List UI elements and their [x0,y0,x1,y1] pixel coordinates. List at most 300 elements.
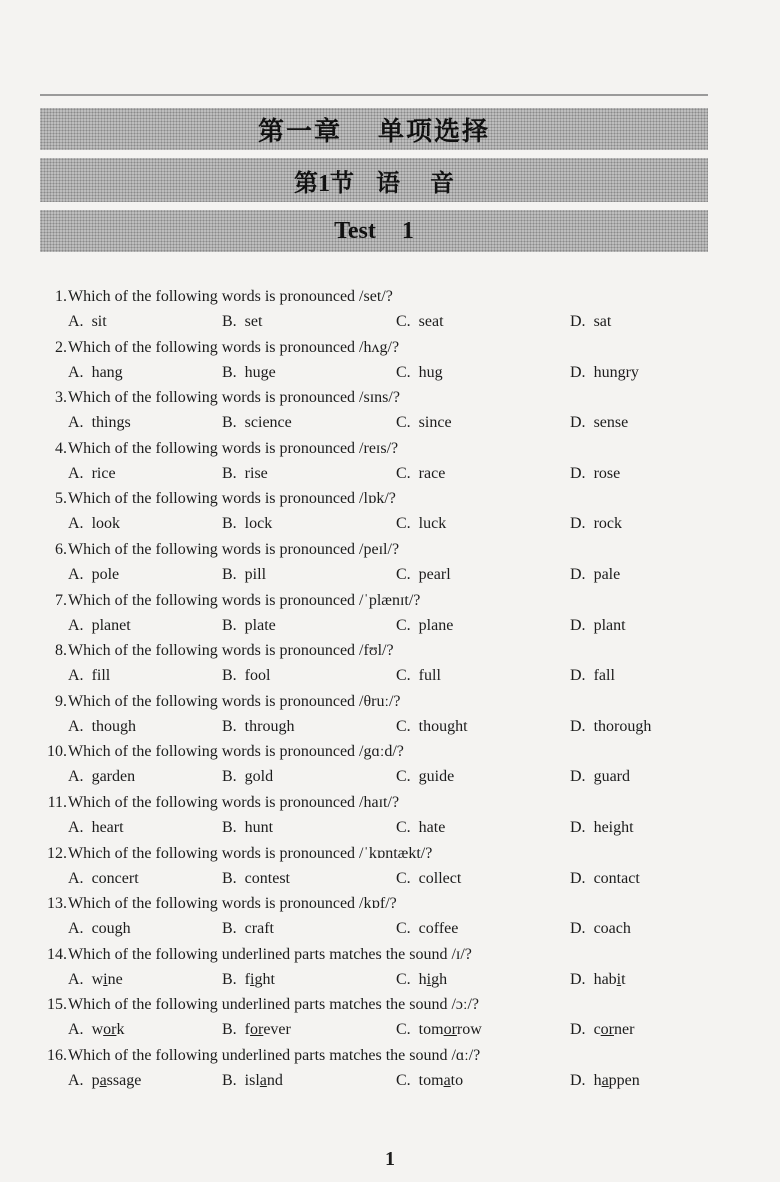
question-item [40,1043,720,1094]
option-b [222,916,274,941]
option-word-prefix: tom [418,1021,444,1039]
option-word: science [244,414,292,432]
question-text: Which of the following underlined parts matches the sound /ɑː/? [68,1046,481,1064]
option-word-suffix: ever [263,1021,291,1039]
option-letter: A. [68,920,84,938]
question-item [40,588,720,639]
option-letter: C. [396,717,411,735]
options-row [40,663,720,688]
question-text: Which of the following words is pronounced /θruː/? [68,692,401,710]
option-a [68,866,139,891]
option-word: seat [418,313,444,330]
option-word: pale [593,565,621,583]
option-d [570,967,626,992]
option-word: fool [244,667,271,685]
option-word-underlined: or [103,1021,117,1039]
question-stem [40,739,720,764]
option-word: heart [91,818,124,836]
option-word-suffix: ppen [608,1071,640,1089]
option-d [570,815,634,840]
question-stem [40,385,720,410]
question-number: 5. [55,490,67,508]
question-number: 8. [55,642,67,660]
question-stem [40,942,720,967]
question-stem [40,841,720,866]
option-word-suffix: k [116,1021,125,1039]
option-a [68,967,123,992]
option-word-underlined: a [259,1071,267,1089]
option-word: since [418,414,452,432]
option-word-prefix: f [244,970,250,988]
option-word: plate [244,616,276,634]
question-stem [40,790,720,815]
option-letter: D. [570,616,586,634]
question-stem [40,284,720,309]
option-letter: C. [396,515,411,533]
page-number: 1 [385,1148,395,1170]
option-letter: A. [68,1071,84,1089]
option-letter: A. [68,363,84,381]
option-letter: D. [570,313,586,330]
option-a [68,461,116,486]
option-letter: D. [570,1071,586,1089]
chapter-banner [40,108,708,150]
option-b [222,1068,283,1093]
option-d [570,764,630,789]
option-d [570,461,620,486]
option-word-suffix: t [621,970,626,988]
option-letter: C. [396,970,411,988]
option-word: rose [593,464,621,482]
question-number: 11. [47,793,67,811]
option-c [396,764,454,789]
option-c [396,511,446,536]
option-word-prefix: w [91,970,104,988]
option-word: rock [593,515,622,533]
option-word: thought [418,717,468,735]
option-a [68,916,131,941]
option-c [396,1017,482,1042]
option-word-prefix: hab [593,970,617,988]
question-number: 10. [47,743,67,761]
question-item [40,638,720,689]
option-word-prefix: tom [418,1071,444,1089]
option-letter: C. [396,565,411,583]
option-d [570,866,640,891]
question-stem [40,335,720,360]
option-b [222,309,262,334]
option-letter: D. [570,818,586,836]
options-row [40,714,720,739]
option-letter: A. [68,818,84,836]
option-word-prefix: f [244,1021,250,1039]
chapter-title: 单项选择 [378,116,491,146]
option-letter: A. [68,970,84,988]
section-banner [40,158,708,202]
question-number: 3. [55,389,67,407]
option-word-underlined: a [99,1071,107,1089]
option-b [222,815,273,840]
option-letter: B. [222,869,237,887]
option-b [222,967,275,992]
question-text: Which of the following underlined parts matches the sound /ɪ/? [68,945,472,963]
option-a [68,663,110,688]
option-word: hate [418,818,446,836]
options-row [40,562,720,587]
option-letter: B. [222,667,237,685]
option-b [222,410,292,435]
chapter-number: 第一章 [257,116,342,146]
option-d [570,916,631,941]
question-item [40,486,720,537]
option-word-prefix: isl [244,1071,260,1089]
question-item [40,790,720,841]
option-word: contest [244,869,290,887]
options-row [40,1017,720,1042]
question-item [40,436,720,487]
option-letter: C. [396,313,411,330]
question-text: Which of the following words is pronounced /peɪl/? [68,540,400,558]
option-a [68,1068,141,1093]
option-c [396,815,445,840]
question-stem [40,689,720,714]
question-stem [40,436,720,461]
option-letter: D. [570,1021,586,1039]
option-c [396,1068,463,1093]
option-letter: A. [68,1021,84,1039]
section-title-part2: 音 [430,170,454,197]
option-a [68,1017,124,1042]
option-c [396,613,453,638]
option-word: guide [418,768,455,786]
option-letter: D. [570,363,586,381]
option-word-underlined: or [600,1021,614,1039]
option-word: through [244,717,295,735]
option-c [396,967,447,992]
question-stem [40,891,720,916]
option-word-suffix: to [450,1071,464,1089]
question-item [40,335,720,386]
option-word-prefix: h [593,1071,602,1089]
option-letter: A. [68,313,84,330]
option-letter: D. [570,515,586,533]
option-d [570,1017,634,1042]
option-letter: B. [222,464,237,482]
option-d [570,309,611,334]
option-word-prefix: p [91,1071,100,1089]
option-word-underlined: or [250,1021,264,1039]
option-letter: B. [222,1071,237,1089]
option-word: collect [418,869,462,887]
option-letter: D. [570,920,586,938]
option-c [396,714,468,739]
option-letter: A. [68,565,84,583]
option-letter: D. [570,464,586,482]
options-row [40,1068,720,1093]
question-stem [40,992,720,1017]
option-word-suffix: gh [431,970,448,988]
option-c [396,916,458,941]
option-word-underlined: a [443,1071,451,1089]
option-word: guard [593,768,630,786]
question-text: Which of the following underlined parts matches the sound /ɔː/? [68,996,479,1014]
option-word: gold [244,768,274,786]
option-a [68,309,107,334]
option-letter: B. [222,818,237,836]
option-word-suffix: ner [614,1021,635,1039]
question-text: Which of the following words is pronounced /fʊl/? [68,642,394,660]
option-letter: D. [570,667,586,685]
option-letter: B. [222,1021,237,1039]
option-word-prefix: w [91,1021,104,1039]
question-text: Which of the following words is pronounced /haɪt/? [68,793,400,811]
option-d [570,613,626,638]
option-a [68,562,119,587]
option-word: sense [593,414,629,432]
question-stem [40,638,720,663]
option-letter: B. [222,565,237,583]
question-item [40,385,720,436]
option-d [570,1068,640,1093]
option-d [570,511,622,536]
option-word: huge [244,363,276,381]
options-row [40,815,720,840]
option-word: pill [244,565,267,583]
option-a [68,360,123,385]
option-b [222,461,268,486]
option-c [396,866,461,891]
option-letter: C. [396,1021,411,1039]
question-text: Which of the following words is pronounced /gɑːd/? [68,743,404,761]
option-d [570,663,615,688]
question-item [40,537,720,588]
section-number: 第1节 [294,170,354,197]
option-d [570,360,639,385]
option-b [222,613,276,638]
option-word-suffix: ght [254,970,275,988]
option-letter: D. [570,768,586,786]
question-text: Which of the following words is pronounced /ˈkɒntækt/? [68,844,433,862]
question-text: Which of the following words is pronounced /set/? [68,288,393,305]
question-stem [40,486,720,511]
option-word: set [244,313,263,330]
option-d [570,410,628,435]
question-number: 16. [47,1046,67,1064]
question-number: 2. [55,338,67,356]
option-word: contact [593,869,640,887]
option-word-underlined: or [443,1021,457,1039]
option-word-underlined: i [616,970,622,988]
option-word-prefix: h [418,970,427,988]
option-word: hungry [593,363,639,381]
options-row [40,764,720,789]
option-word: look [91,515,121,533]
options-row [40,916,720,941]
option-word: rice [91,464,116,482]
question-text: Which of the following words is pronounced /sɪns/? [68,389,400,407]
question-stem [40,537,720,562]
section-title-part1: 语 [376,170,400,197]
option-d [570,714,651,739]
option-letter: B. [222,363,237,381]
option-letter: C. [396,1071,411,1089]
question-number: 9. [55,692,67,710]
option-word: coffee [418,920,459,938]
option-a [68,410,131,435]
question-text: Which of the following words is pronounced /ˈplænɪt/? [68,591,421,609]
question-number: 6. [55,540,67,558]
options-row [40,461,720,486]
options-row [40,309,720,334]
option-word-underlined: i [250,970,255,988]
option-letter: C. [396,869,411,887]
option-letter: A. [68,717,84,735]
question-item [40,992,720,1043]
question-text: Which of the following words is pronounced /hʌg/? [68,338,400,356]
option-b [222,511,272,536]
option-word: coach [593,920,631,938]
question-item [40,284,720,335]
option-word: fill [91,667,111,685]
question-stem [40,588,720,613]
question-number: 4. [55,439,67,457]
question-number: 13. [47,895,67,913]
question-item [40,891,720,942]
option-word-suffix: row [456,1021,482,1039]
question-text: Which of the following words is pronounced /reɪs/? [68,439,399,457]
option-word: hug [418,363,443,381]
option-word: cough [91,920,131,938]
option-b [222,714,294,739]
option-word: lock [244,515,273,533]
option-a [68,764,135,789]
question-stem [40,1043,720,1068]
option-letter: A. [68,869,84,887]
option-letter: B. [222,616,237,634]
question-item [40,689,720,740]
option-letter: B. [222,768,237,786]
option-word: plant [593,616,626,634]
option-c [396,360,443,385]
option-word-underlined: a [601,1071,609,1089]
option-c [396,461,445,486]
option-c [396,410,452,435]
option-a [68,511,120,536]
option-word: pearl [418,565,451,583]
question-number: 7. [55,591,67,609]
option-letter: D. [570,565,586,583]
test-label: Test [334,217,376,244]
option-word: hunt [244,818,274,836]
option-letter: D. [570,717,586,735]
option-letter: C. [396,414,411,432]
option-c [396,562,451,587]
option-letter: C. [396,920,411,938]
option-word: craft [244,920,274,938]
option-word: garden [91,768,136,786]
question-number: 1. [55,288,67,305]
option-word: sat [593,313,612,330]
option-letter: D. [570,414,586,432]
option-word-underlined: i [103,970,108,988]
option-word: planet [91,616,131,634]
option-word: though [91,717,137,735]
option-word-prefix: c [593,1021,601,1039]
option-word: height [593,818,634,836]
options-row [40,866,720,891]
option-word: sit [91,313,107,330]
options-row [40,613,720,638]
options-row [40,967,720,992]
option-letter: B. [222,717,237,735]
question-text: Which of the following words is pronounced /kɒf/? [68,895,397,913]
option-word: full [418,667,441,685]
option-a [68,613,131,638]
option-letter: C. [396,818,411,836]
option-letter: B. [222,313,237,330]
option-b [222,1017,291,1042]
option-letter: C. [396,616,411,634]
option-c [396,663,441,688]
option-word-suffix: ne [107,970,123,988]
option-word: plane [418,616,454,634]
option-word: thorough [593,717,652,735]
option-b [222,663,270,688]
question-number: 14. [47,945,67,963]
option-word: race [418,464,446,482]
option-word: luck [418,515,447,533]
option-word-suffix: nd [266,1071,283,1089]
option-letter: A. [68,616,84,634]
option-d [570,562,620,587]
option-letter: A. [68,667,84,685]
question-item [40,841,720,892]
option-letter: A. [68,515,84,533]
option-word: pole [91,565,120,583]
question-text: Which of the following words is pronounced /lɒk/? [68,490,396,508]
option-b [222,562,266,587]
option-letter: C. [396,768,411,786]
option-letter: B. [222,920,237,938]
option-letter: A. [68,768,84,786]
option-word-underlined: i [426,970,432,988]
option-letter: C. [396,363,411,381]
option-letter: A. [68,414,84,432]
options-row [40,410,720,435]
test-banner [40,210,708,252]
question-number: 15. [47,996,67,1014]
option-word: concert [91,869,139,887]
option-letter: D. [570,970,586,988]
header-rule [40,94,708,96]
option-letter: A. [68,464,84,482]
option-a [68,714,136,739]
option-word: hang [91,363,123,381]
option-word: fall [593,667,615,685]
test-number: 1 [401,217,414,244]
option-b [222,360,276,385]
question-list [40,284,720,1094]
options-row [40,511,720,536]
option-word: rise [244,464,268,482]
option-a [68,815,124,840]
question-item [40,739,720,790]
option-letter: D. [570,869,586,887]
option-word-suffix: ssage [106,1071,142,1089]
option-word: things [91,414,131,432]
option-letter: C. [396,667,411,685]
option-c [396,309,444,334]
